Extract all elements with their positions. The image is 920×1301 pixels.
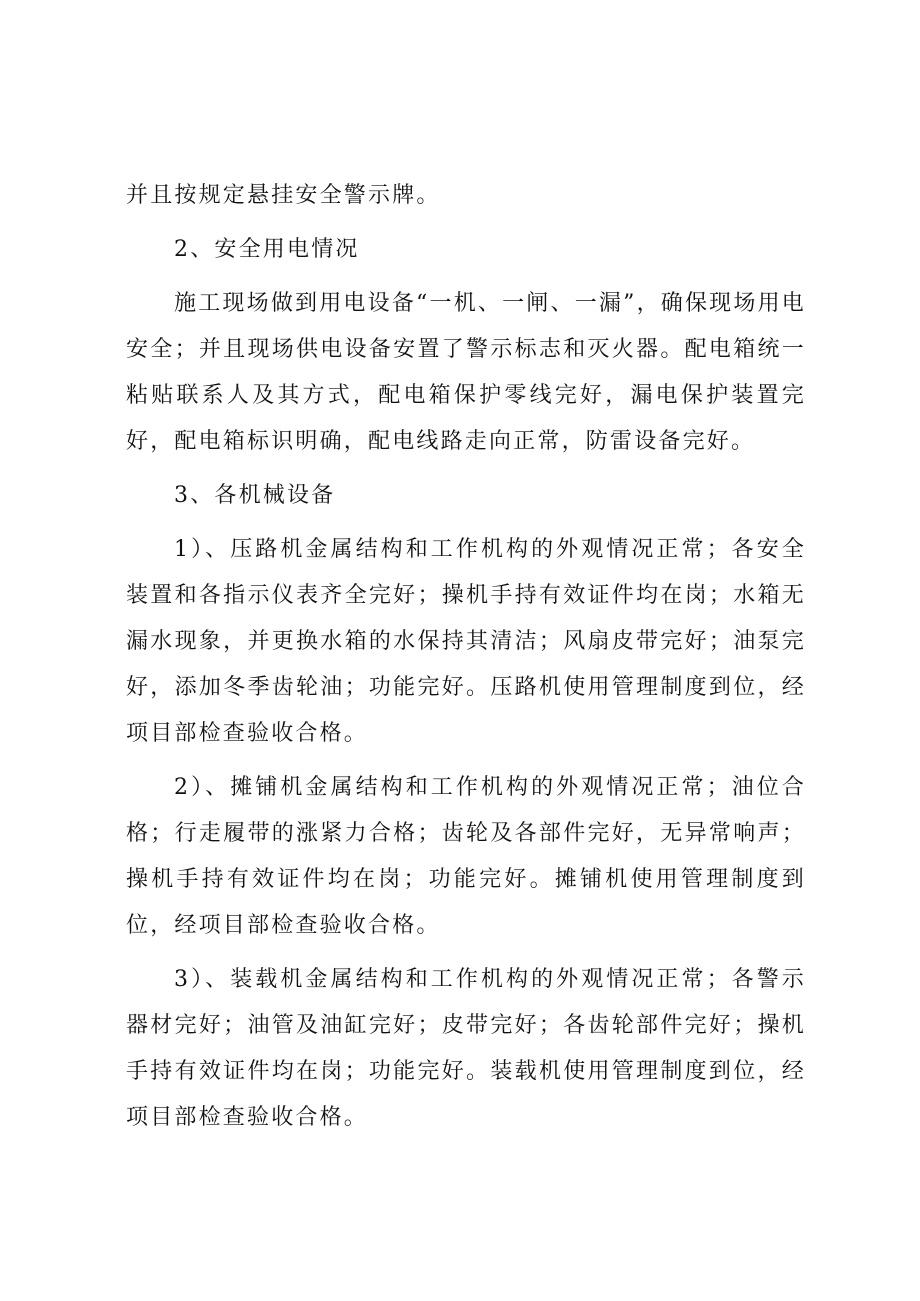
paragraph-continuation: 并且按规定悬挂安全警示牌。: [126, 183, 441, 208]
paragraph-electricity-details: 施工现场做到用电设备“一机、一闸、一漏”，确保现场用电安全；并且现场供电设备安置了警示标志和灭火器。配电箱统一粘贴联系人及其方式，配电箱保护零线完好，漏电保护装置完好，配电箱标识明确，配电线路走向正常，防雷设备完好。: [126, 291, 806, 454]
paragraph-loader: 3）、装载机金属结构和工作机构的外观情况正常；各警示器材完好；油管及油缸完好；皮带完好；各齿轮部件完好；操机手持有效证件均在岗；功能完好。装载机使用管理制度到位，经项目部检查验收合格。: [126, 967, 806, 1130]
document-body: [126, 173, 806, 1141]
heading-safe-electricity: 2、安全用电情况: [174, 237, 360, 262]
paragraph-paver: 2）、摊铺机金属结构和工作机构的外观情况正常；油位合格；行走履带的涨紧力合格；齿轮及各部件完好，无异常响声；操机手持有效证件均在岗；功能完好。摊铺机使用管理制度到位，经项目部检查验收合格。: [126, 775, 806, 938]
heading-machinery: 3、各机械设备: [174, 483, 336, 508]
paragraph-roller: 1）、压路机金属结构和工作机构的外观情况正常；各安全装置和各指示仪表齐全完好；操机手持有效证件均在岗；水箱无漏水现象，并更换水箱的水保持其清洁；风扇皮带完好；油泵完好，添加冬季齿轮油；功能完好。压路机使用管理制度到位，经项目部检查验收合格。: [126, 537, 806, 746]
